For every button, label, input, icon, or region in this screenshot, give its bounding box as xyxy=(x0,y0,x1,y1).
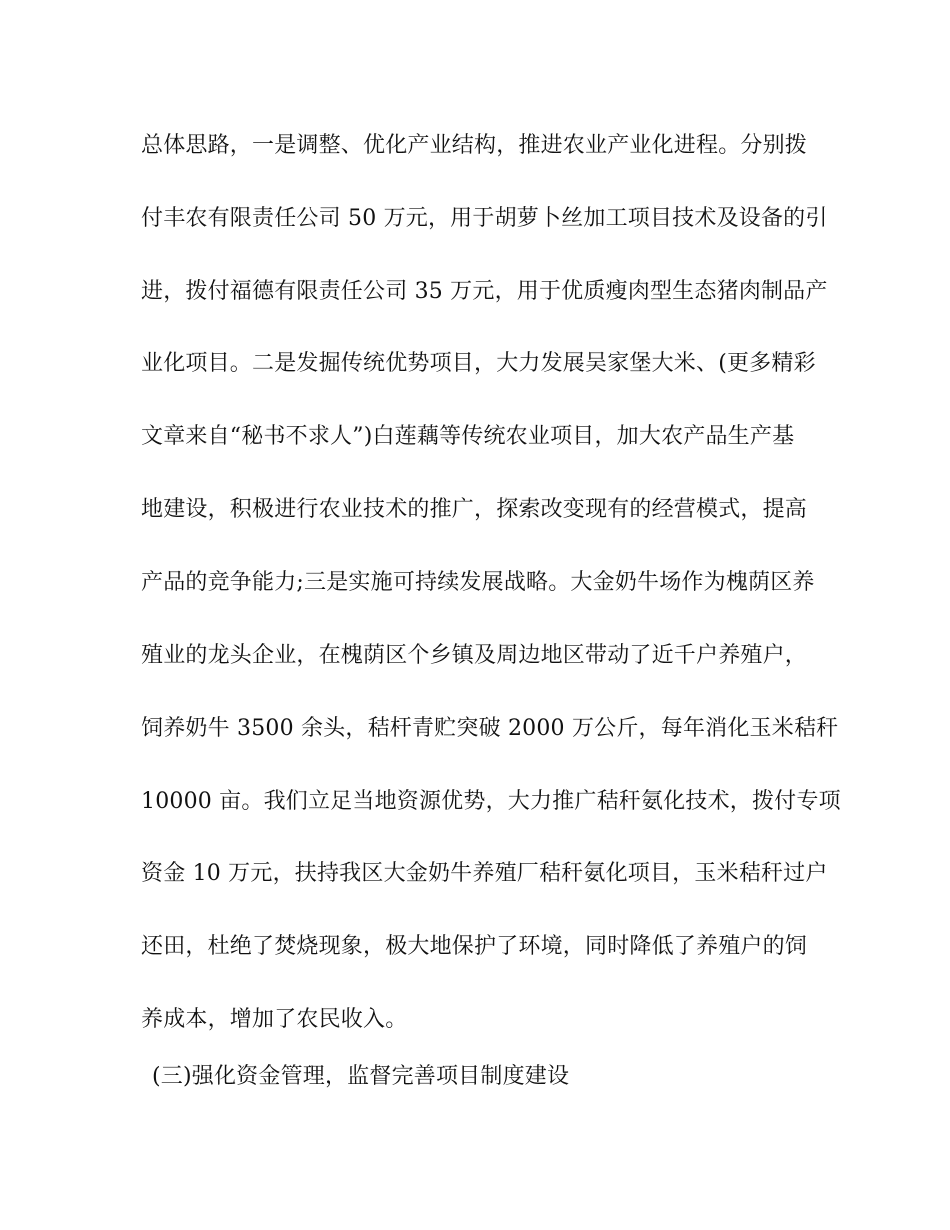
paragraph-line: 产品的竞争能力;三是实施可持续发展战略。大金奶牛场作为槐荫区养 xyxy=(141,570,815,595)
paragraph-line: 养成本，增加了农民收入。 xyxy=(141,1007,408,1032)
section-heading: (三)强化资金管理，监督完善项目制度建设 xyxy=(152,1064,570,1089)
paragraph-line: 还田，杜绝了焚烧现象，极大地保护了环境，同时降低了养殖户的饲 xyxy=(141,934,808,959)
paragraph-line: 付丰农有限责任公司 50 万元，用于胡萝卜丝加工项目技术及设备的引 xyxy=(141,206,828,231)
paragraph-line: 业化项目。二是发掘传统优势项目，大力发展吴家堡大米、(更多精彩 xyxy=(141,351,816,376)
paragraph-line: 地建设，积极进行农业技术的推广，探索改变现有的经营模式，提高 xyxy=(141,497,808,522)
paragraph-line: 总体思路，一是调整、优化产业结构，推进农业产业化进程。分别拨 xyxy=(141,133,808,158)
paragraph-line: 资金 10 万元，扶持我区大金奶牛养殖厂秸秆氨化项目，玉米秸秆过户 xyxy=(141,861,828,886)
paragraph-line: 文章来自“秘书不求人”)白莲藕等传统农业项目，加大农产品生产基 xyxy=(141,424,795,449)
paragraph-line: 殖业的龙头企业，在槐荫区个乡镇及周边地区带动了近千户养殖户， xyxy=(141,643,808,668)
paragraph-line: 10000 亩。我们立足当地资源优势，大力推广秸秆氨化技术，拨付专项 xyxy=(141,789,841,814)
paragraph-line: 进，拨付福德有限责任公司 35 万元，用于优质瘦肉型生态猪肉制品产 xyxy=(141,279,828,304)
paragraph-line: 饲养奶牛 3500 余头，秸杆青贮突破 2000 万公斤，每年消化玉米秸秆 xyxy=(141,716,839,741)
